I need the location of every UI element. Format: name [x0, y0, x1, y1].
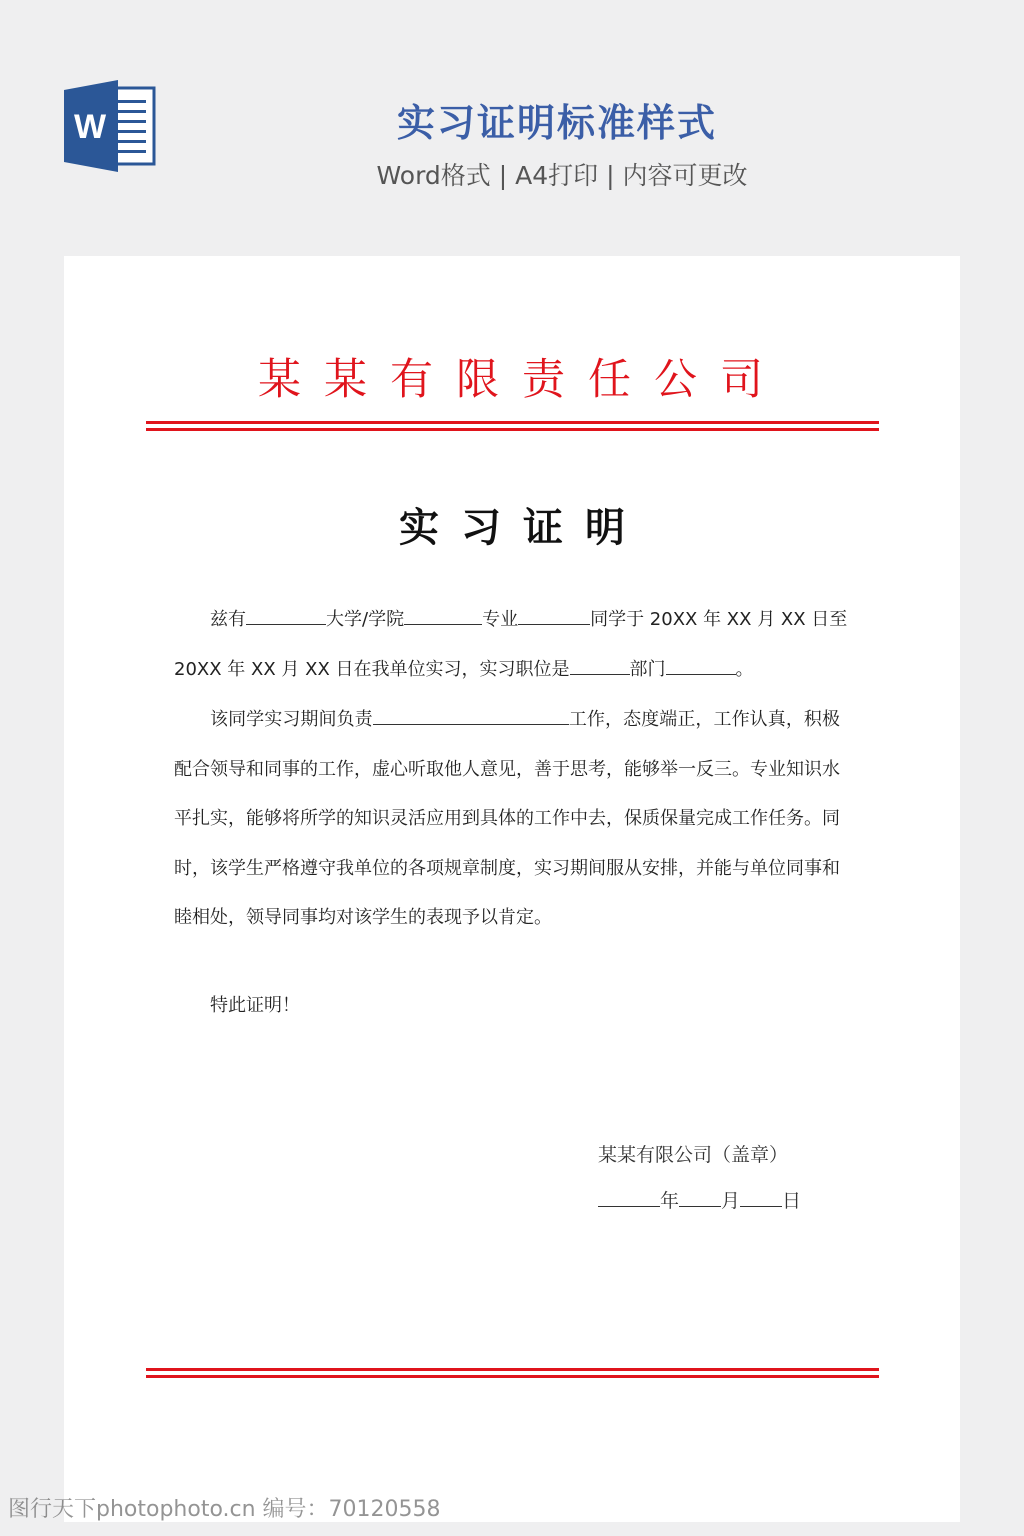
paragraph-2-line-4: 时，该学生严格遵守我单位的各项规章制度，实习期间服从安排，并能与单位同事和 — [174, 858, 840, 879]
signature-date — [598, 1186, 801, 1213]
header-rule-top — [146, 421, 879, 424]
header — [0, 0, 1024, 240]
text: 该同学实习期间负责 — [210, 709, 373, 730]
closing-text: 特此证明！ — [210, 995, 300, 1016]
paragraph-2-line-2: 配合领导和同事的工作，虚心听取他人意见，善于思考，能够举一反三。专业知识水 — [174, 759, 840, 780]
paragraph-2-line-3: 平扎实，能够将所学的知识灵活应用到具体的工作中去，保质保量完成工作任务。同 — [174, 808, 840, 829]
page-title: 实习证明标准样式 — [396, 101, 717, 145]
text: 大学/学院 — [326, 609, 405, 630]
blank-month — [679, 1188, 721, 1207]
signature-company: 某某有限公司（盖章） — [598, 1144, 789, 1166]
word-icon-letter: W — [73, 108, 107, 146]
header-rule-bottom — [146, 428, 879, 431]
year-label: 年 — [660, 1190, 680, 1212]
text: 20XX 年 XX 月 XX 日在我单位实习，实习职位是 — [174, 659, 570, 680]
company-name: 某某有限责任公司 — [258, 355, 786, 405]
paragraph-1-line-1 — [210, 604, 848, 636]
day-label: 日 — [782, 1190, 802, 1212]
footer-rule-top — [146, 1368, 879, 1371]
text: 部门 — [629, 659, 666, 680]
blank-position — [666, 656, 736, 675]
text: 专业 — [482, 609, 519, 630]
paragraph-1-line-2 — [174, 654, 854, 686]
text: 工作，态度端正，工作认真，积极 — [568, 709, 840, 730]
blank-major — [518, 606, 590, 625]
paragraph-2-line-1 — [210, 704, 840, 736]
blank-duty — [373, 706, 569, 725]
document-title: 实习证明 — [399, 504, 647, 551]
document-page — [64, 256, 960, 1522]
footer-rule-bottom — [146, 1375, 879, 1378]
watermark: 图行天下photophoto.cn 编号：70120558 — [8, 1497, 441, 1522]
blank-school — [404, 606, 482, 625]
text: 。 — [735, 659, 754, 680]
blank-department — [570, 656, 630, 675]
month-label: 月 — [721, 1190, 741, 1212]
text: 兹有 — [210, 609, 246, 630]
paragraph-2-line-5: 睦相处，领导同事均对该学生的表现予以肯定。 — [174, 907, 552, 928]
blank-year — [598, 1188, 660, 1207]
page-subtitle: Word格式 | A4打印 | 内容可更改 — [376, 161, 748, 190]
blank-day — [740, 1188, 782, 1207]
blank-name — [246, 606, 326, 625]
text: 同学于 20XX 年 XX 月 XX 日至 — [590, 609, 848, 630]
